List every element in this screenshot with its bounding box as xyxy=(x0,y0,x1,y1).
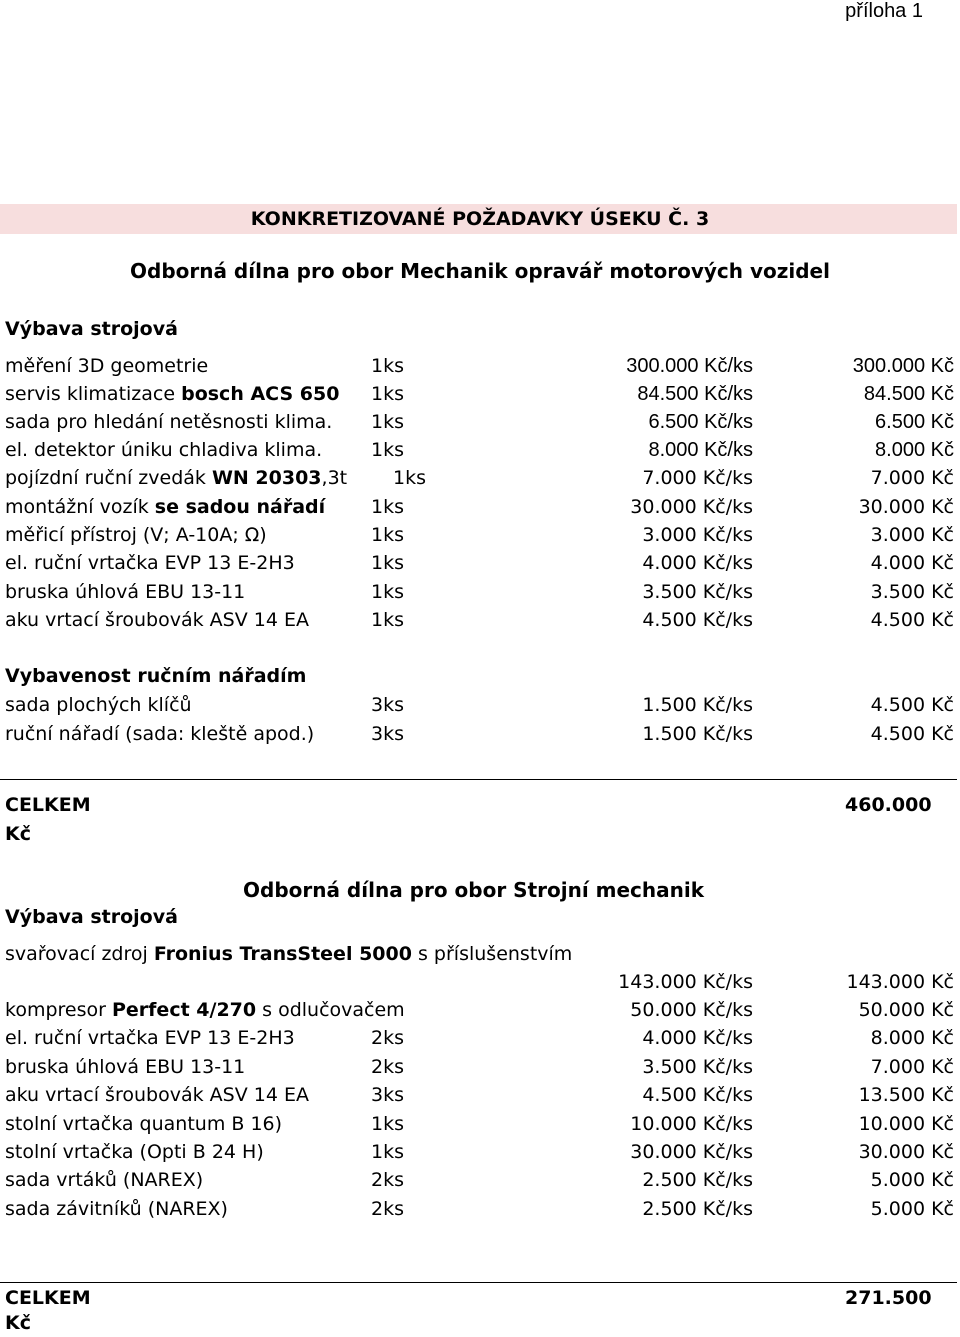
item-total: 4.500 Kč xyxy=(870,723,954,745)
total-label: CELKEM xyxy=(5,1287,91,1309)
table-row xyxy=(0,968,960,996)
divider xyxy=(0,779,957,780)
item-total: 8.000 Kč xyxy=(875,439,954,461)
total-currency: Kč xyxy=(5,1312,31,1334)
table-row xyxy=(0,720,960,748)
page-title: KONKRETIZOVANÉ POŽADAVKY ÚSEKU Č. 3 xyxy=(250,208,710,230)
item-name: sada plochých klíčů xyxy=(5,694,192,716)
workshop2-title: Odborná dílna pro obor Strojní mechanik xyxy=(243,878,705,902)
item-qty: 3ks xyxy=(371,723,404,745)
total-currency: Kč xyxy=(5,823,31,845)
item-unit-price: 3.500 Kč/ks xyxy=(642,1056,753,1078)
table-row xyxy=(0,549,960,577)
item-unit-price: 2.500 Kč/ks xyxy=(642,1198,753,1220)
item-total: 7.000 Kč xyxy=(870,1056,954,1078)
table-row xyxy=(0,1053,960,1081)
table-row xyxy=(0,464,960,492)
item-name: měření 3D geometrie xyxy=(5,355,209,377)
table-row xyxy=(0,578,960,606)
item-qty: 1ks xyxy=(371,581,404,603)
item-unit-price: 30.000 Kč/ks xyxy=(630,1141,753,1163)
item-total: 3.000 Kč xyxy=(870,524,954,546)
item-unit-price: 143.000 Kč/ks xyxy=(618,971,753,993)
item-unit-price: 7.000 Kč/ks xyxy=(642,467,753,489)
item-qty: 1ks xyxy=(371,411,404,433)
item-total: 5.000 Kč xyxy=(870,1198,954,1220)
item-qty: 2ks xyxy=(371,1056,404,1078)
item-unit-price: 4.500 Kč/ks xyxy=(642,609,753,631)
item-qty: 1ks xyxy=(371,383,404,405)
item-name: stolní vrtačka (Opti B 24 H) xyxy=(5,1141,264,1163)
table-row xyxy=(0,1195,960,1223)
table-row xyxy=(0,1081,960,1109)
table-row xyxy=(0,1024,960,1052)
item-name: bruska úhlová EBU 13-11 xyxy=(5,1056,246,1078)
item-qty: 1ks xyxy=(371,1113,404,1135)
item-qty: 1ks xyxy=(371,552,404,574)
item-total: 30.000 Kč xyxy=(858,1141,954,1163)
item-name: stolní vrtačka quantum B 16) xyxy=(5,1113,283,1135)
item-total: 4.500 Kč xyxy=(870,609,954,631)
item-qty: 1ks xyxy=(371,496,404,518)
table-row xyxy=(0,380,960,408)
item-unit-price: 300.000 Kč/ks xyxy=(626,355,753,377)
item-total: 4.500 Kč xyxy=(870,694,954,716)
item-unit-price: 2.500 Kč/ks xyxy=(642,1169,753,1191)
item-qty: 1ks xyxy=(371,524,404,546)
item-total: 6.500 Kč xyxy=(875,411,954,433)
item-total: 10.000 Kč xyxy=(858,1113,954,1135)
item-unit-price: 50.000 Kč/ks xyxy=(630,999,753,1021)
table-row xyxy=(0,408,960,436)
item-name: servis klimatizace bosch ACS 650 xyxy=(5,383,340,405)
item-name: měřicí přístroj (V; A-10A; Ω) xyxy=(5,524,267,546)
item-qty: 1ks xyxy=(371,439,404,461)
item-name: aku vrtací šroubovák ASV 14 EA xyxy=(5,1084,309,1106)
item-name: el. detektor úniku chladiva klima. xyxy=(5,439,323,461)
table-row xyxy=(0,352,960,380)
item-unit-price: 6.500 Kč/ks xyxy=(648,411,753,433)
table-row xyxy=(0,1110,960,1138)
item-name: montážní vozík se sadou nářadí xyxy=(5,496,326,518)
item-qty: 1ks xyxy=(371,355,404,377)
item-unit-price: 1.500 Kč/ks xyxy=(642,723,753,745)
item-unit-price: 84.500 Kč/ks xyxy=(637,383,753,405)
item-unit-price: 4.500 Kč/ks xyxy=(642,1084,753,1106)
table-row xyxy=(0,493,960,521)
table-row xyxy=(0,1166,960,1194)
item-unit-price: 30.000 Kč/ks xyxy=(630,496,753,518)
item-name: svařovací zdroj Fronius TransSteel 5000 s příslušenstvím xyxy=(5,943,573,965)
item-name: kompresor Perfect 4/270 s odlučovačem xyxy=(5,999,405,1021)
item-total: 30.000 Kč xyxy=(858,496,954,518)
table-row xyxy=(0,521,960,549)
item-qty: 2ks xyxy=(371,1198,404,1220)
section-machines-2: Výbava strojová xyxy=(5,906,178,928)
table-row xyxy=(0,1138,960,1166)
item-name: ruční nářadí (sada: kleště apod.) xyxy=(5,723,315,745)
workshop1-title: Odborná dílna pro obor Mechanik opravář motorových vozidel xyxy=(130,259,830,283)
item-qty: 3ks xyxy=(371,1084,404,1106)
item-name: el. ruční vrtačka EVP 13 E-2H3 xyxy=(5,1027,295,1049)
item-unit-price: 3.000 Kč/ks xyxy=(642,524,753,546)
item-unit-price: 4.000 Kč/ks xyxy=(642,1027,753,1049)
table-row xyxy=(0,606,960,634)
item-total: 143.000 Kč xyxy=(846,971,954,993)
item-total: 300.000 Kč xyxy=(852,355,954,377)
item-name: pojízdní ruční zvedák WN 20303,3t xyxy=(5,467,348,489)
item-name: sada vrtáků (NAREX) xyxy=(5,1169,204,1191)
item-total: 50.000 Kč xyxy=(858,999,954,1021)
total-label: CELKEM xyxy=(5,794,91,816)
item-name: sada závitníků (NAREX) xyxy=(5,1198,228,1220)
total-value: 460.000 xyxy=(845,794,932,816)
item-name: bruska úhlová EBU 13-11 xyxy=(5,581,246,603)
item-name: el. ruční vrtačka EVP 13 E-2H3 xyxy=(5,552,295,574)
item-name: aku vrtací šroubovák ASV 14 EA xyxy=(5,609,309,631)
table-row xyxy=(0,436,960,464)
item-unit-price: 1.500 Kč/ks xyxy=(642,694,753,716)
item-total: 3.500 Kč xyxy=(870,581,954,603)
item-qty: 2ks xyxy=(371,1169,404,1191)
item-qty: 1ks xyxy=(371,1141,404,1163)
item-total: 13.500 Kč xyxy=(858,1084,954,1106)
section-machines-1: Výbava strojová xyxy=(5,318,178,340)
table-row xyxy=(0,691,960,719)
item-total: 5.000 Kč xyxy=(870,1169,954,1191)
item-name: sada pro hledání netěsnosti klima. xyxy=(5,411,333,433)
section-hand-tools: Vybavenost ručním nářadím xyxy=(5,665,307,687)
annex-label: příloha 1 xyxy=(845,0,923,22)
item-qty: 3ks xyxy=(371,694,404,716)
table-row xyxy=(0,940,960,968)
item-unit-price: 3.500 Kč/ks xyxy=(642,581,753,603)
item-total: 8.000 Kč xyxy=(870,1027,954,1049)
item-qty: 2ks xyxy=(371,1027,404,1049)
divider xyxy=(0,1282,957,1283)
item-total: 4.000 Kč xyxy=(870,552,954,574)
item-unit-price: 8.000 Kč/ks xyxy=(648,439,753,461)
item-unit-price: 4.000 Kč/ks xyxy=(642,552,753,574)
table-row xyxy=(0,996,960,1024)
total-value: 271.500 xyxy=(845,1287,932,1309)
item-unit-price: 10.000 Kč/ks xyxy=(630,1113,753,1135)
item-qty: 1ks xyxy=(371,609,404,631)
item-total: 84.500 Kč xyxy=(863,383,954,405)
item-qty: 1ks xyxy=(393,467,426,489)
item-total: 7.000 Kč xyxy=(870,467,954,489)
